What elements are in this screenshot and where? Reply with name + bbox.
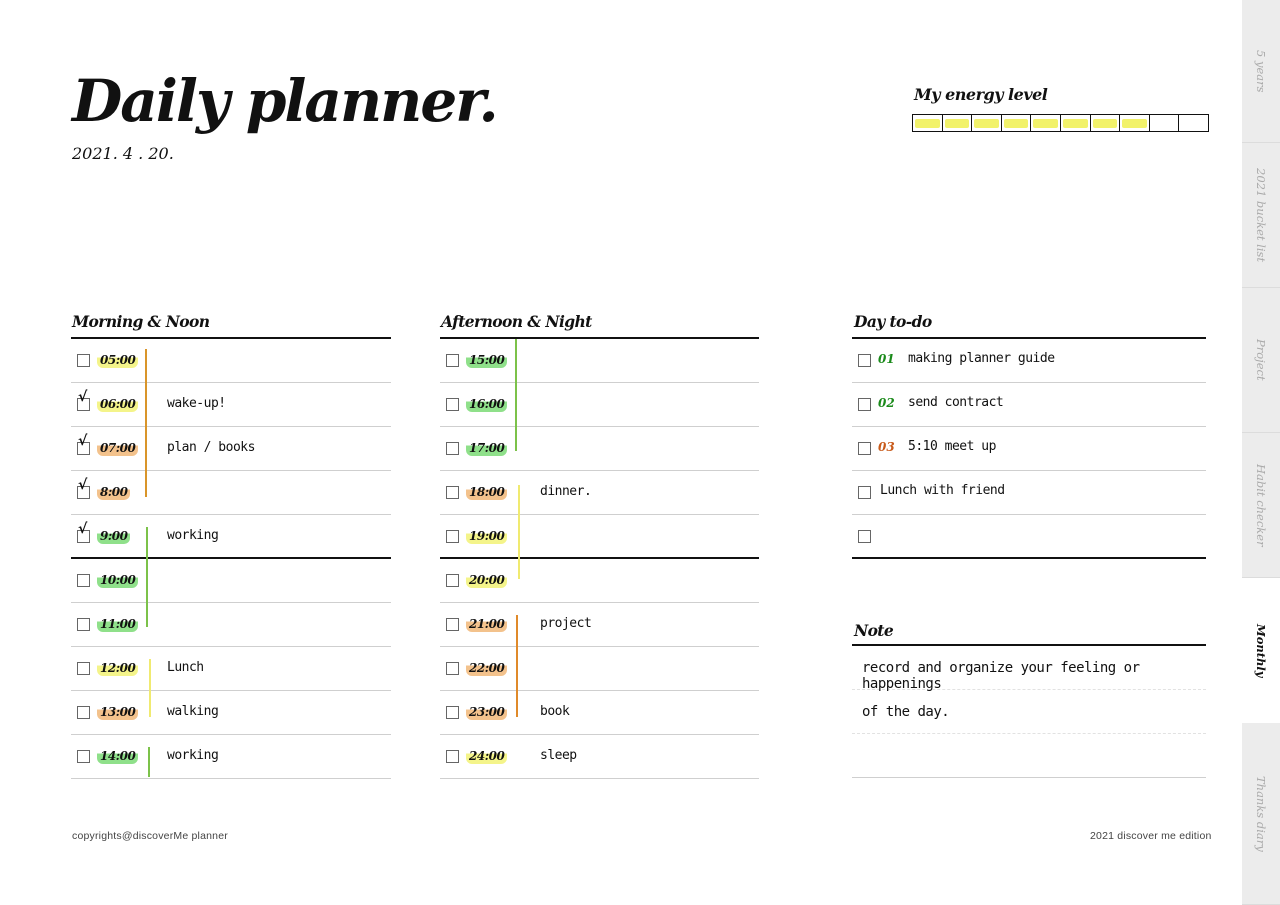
task-text[interactable]: book (540, 704, 570, 719)
energy-cell[interactable] (1091, 115, 1121, 131)
row-checkbox[interactable] (446, 662, 459, 675)
side-tabs (1242, 0, 1280, 905)
side-tab-label: Monthly (1254, 623, 1268, 678)
todo-section-title: Day to-do (854, 312, 932, 331)
task-text[interactable]: wake-up! (167, 396, 226, 411)
row-checkbox[interactable] (446, 706, 459, 719)
todo-number: 02 (878, 396, 895, 410)
page-date: 2021. 4 . 20. (72, 144, 174, 163)
task-text[interactable]: dinner. (540, 484, 592, 499)
todo-item (852, 471, 1206, 515)
page-title: Daily planner. (72, 67, 497, 135)
schedule-row (71, 427, 391, 471)
check-mark-icon: √ (78, 389, 88, 405)
side-tab-monthly[interactable] (1242, 578, 1280, 723)
afternoon-section-title: Afternoon & Night (441, 312, 592, 331)
row-checkbox[interactable] (446, 574, 459, 587)
task-text[interactable]: project (540, 616, 592, 631)
timeline-line (515, 339, 517, 451)
time-label: 06:00 (97, 396, 138, 412)
note-area[interactable] (852, 644, 1206, 778)
task-text[interactable]: sleep (540, 748, 577, 763)
time-label: 22:00 (466, 660, 507, 676)
time-label: 9:00 (97, 528, 130, 544)
schedule-row (71, 471, 391, 515)
time-label: 10:00 (97, 572, 138, 588)
todo-text[interactable]: making planner guide (908, 351, 1055, 366)
note-section-title: Note (854, 621, 894, 640)
schedule-row (71, 339, 391, 383)
side-tab-label: Project (1254, 339, 1268, 381)
time-label: 18:00 (466, 484, 507, 500)
row-checkbox[interactable] (446, 442, 459, 455)
row-checkbox[interactable] (77, 574, 90, 587)
morning-schedule (71, 337, 391, 779)
note-line[interactable] (852, 734, 1206, 778)
schedule-row (440, 471, 759, 515)
row-checkbox[interactable] (446, 398, 459, 411)
time-label: 17:00 (466, 440, 507, 456)
time-label: 12:00 (97, 660, 138, 676)
side-tab-label: Thanks diary (1254, 775, 1268, 852)
time-label: 16:00 (466, 396, 507, 412)
energy-cell[interactable] (1120, 115, 1150, 131)
row-checkbox[interactable] (77, 618, 90, 631)
row-checkbox[interactable] (77, 354, 90, 367)
row-checkbox[interactable] (446, 354, 459, 367)
time-label: 23:00 (466, 704, 507, 720)
side-tab-5-years[interactable] (1242, 0, 1280, 143)
task-text[interactable]: working (167, 528, 219, 543)
energy-cell[interactable] (913, 115, 943, 131)
task-text[interactable]: walking (167, 704, 219, 719)
schedule-row (440, 383, 759, 427)
morning-section-title: Morning & Noon (72, 312, 210, 331)
side-tab-project[interactable] (1242, 288, 1280, 433)
time-label: 13:00 (97, 704, 138, 720)
footer-edition: 2021 discover me edition (1090, 830, 1212, 842)
energy-level-bar[interactable] (912, 114, 1209, 132)
schedule-row (71, 559, 391, 603)
check-mark-icon: √ (78, 521, 88, 537)
schedule-row (71, 383, 391, 427)
side-tab-label: 2021 bucket list (1254, 167, 1268, 263)
todo-checkbox[interactable] (858, 398, 871, 411)
todo-item (852, 383, 1206, 427)
schedule-row (440, 603, 759, 647)
todo-text[interactable]: send contract (908, 395, 1004, 410)
todo-item (852, 339, 1206, 383)
time-label: 07:00 (97, 440, 138, 456)
energy-cell[interactable] (1150, 115, 1180, 131)
todo-number: 03 (878, 440, 895, 454)
time-label: 19:00 (466, 528, 507, 544)
check-mark-icon: √ (78, 433, 88, 449)
todo-text[interactable]: Lunch with friend (880, 483, 1005, 498)
time-label: 21:00 (466, 616, 507, 632)
energy-cell[interactable] (1061, 115, 1091, 131)
schedule-row (71, 603, 391, 647)
time-label: 11:00 (97, 616, 138, 632)
side-tab-label: 5 years (1254, 49, 1268, 93)
todo-checkbox[interactable] (858, 442, 871, 455)
row-checkbox[interactable] (446, 486, 459, 499)
side-tab-2021-bucket-list[interactable] (1242, 143, 1280, 288)
note-line[interactable] (852, 690, 1206, 734)
energy-cell[interactable] (1179, 115, 1208, 131)
schedule-row (440, 339, 759, 383)
energy-cell[interactable] (1002, 115, 1032, 131)
timeline-line (146, 527, 148, 627)
side-tab-thanks-diary[interactable] (1242, 723, 1280, 905)
schedule-row (440, 691, 759, 735)
row-checkbox[interactable] (77, 750, 90, 763)
schedule-row (71, 691, 391, 735)
schedule-row (71, 735, 391, 779)
note-text: record and organize your feeling or happenings (862, 660, 1140, 692)
schedule-row (440, 515, 759, 559)
todo-checkbox[interactable] (858, 354, 871, 367)
todo-item (852, 515, 1206, 559)
row-checkbox[interactable] (446, 618, 459, 631)
time-label: 15:00 (466, 352, 507, 368)
schedule-row (71, 647, 391, 691)
timeline-line (148, 747, 150, 777)
todo-number: 01 (878, 352, 895, 366)
timeline-line (145, 349, 147, 497)
timeline-line (149, 659, 151, 717)
check-mark-icon: √ (78, 477, 88, 493)
time-label: 8:00 (97, 484, 130, 500)
task-text[interactable]: working (167, 748, 219, 763)
row-checkbox[interactable] (446, 750, 459, 763)
schedule-row (71, 515, 391, 559)
todo-checkbox[interactable] (858, 486, 871, 499)
row-checkbox[interactable] (446, 530, 459, 543)
side-tab-habit-checker[interactable] (1242, 433, 1280, 578)
task-text[interactable]: plan / books (167, 440, 255, 455)
todo-checkbox[interactable] (858, 530, 871, 543)
time-label: 20:00 (466, 572, 507, 588)
afternoon-schedule (440, 337, 759, 779)
side-tab-label: Habit checker (1254, 463, 1268, 547)
schedule-row (440, 427, 759, 471)
footer-copyright: copyrights@discoverMe planner (72, 830, 228, 842)
timeline-line (518, 485, 520, 579)
energy-cell[interactable] (943, 115, 973, 131)
schedule-row (440, 735, 759, 779)
timeline-line (516, 615, 518, 717)
time-label: 14:00 (97, 748, 138, 764)
schedule-row (440, 647, 759, 691)
time-label: 24:00 (466, 748, 507, 764)
todo-item (852, 427, 1206, 471)
energy-label: My energy level (914, 85, 1048, 104)
energy-cell[interactable] (1031, 115, 1061, 131)
todo-list (852, 337, 1206, 559)
row-checkbox[interactable] (77, 662, 90, 675)
time-label: 05:00 (97, 352, 138, 368)
note-line[interactable] (852, 646, 1206, 690)
note-text: of the day. (862, 704, 950, 720)
schedule-row (440, 559, 759, 603)
row-checkbox[interactable] (77, 706, 90, 719)
todo-text[interactable]: 5:10 meet up (908, 439, 996, 454)
energy-cell[interactable] (972, 115, 1002, 131)
task-text[interactable]: Lunch (167, 660, 204, 675)
